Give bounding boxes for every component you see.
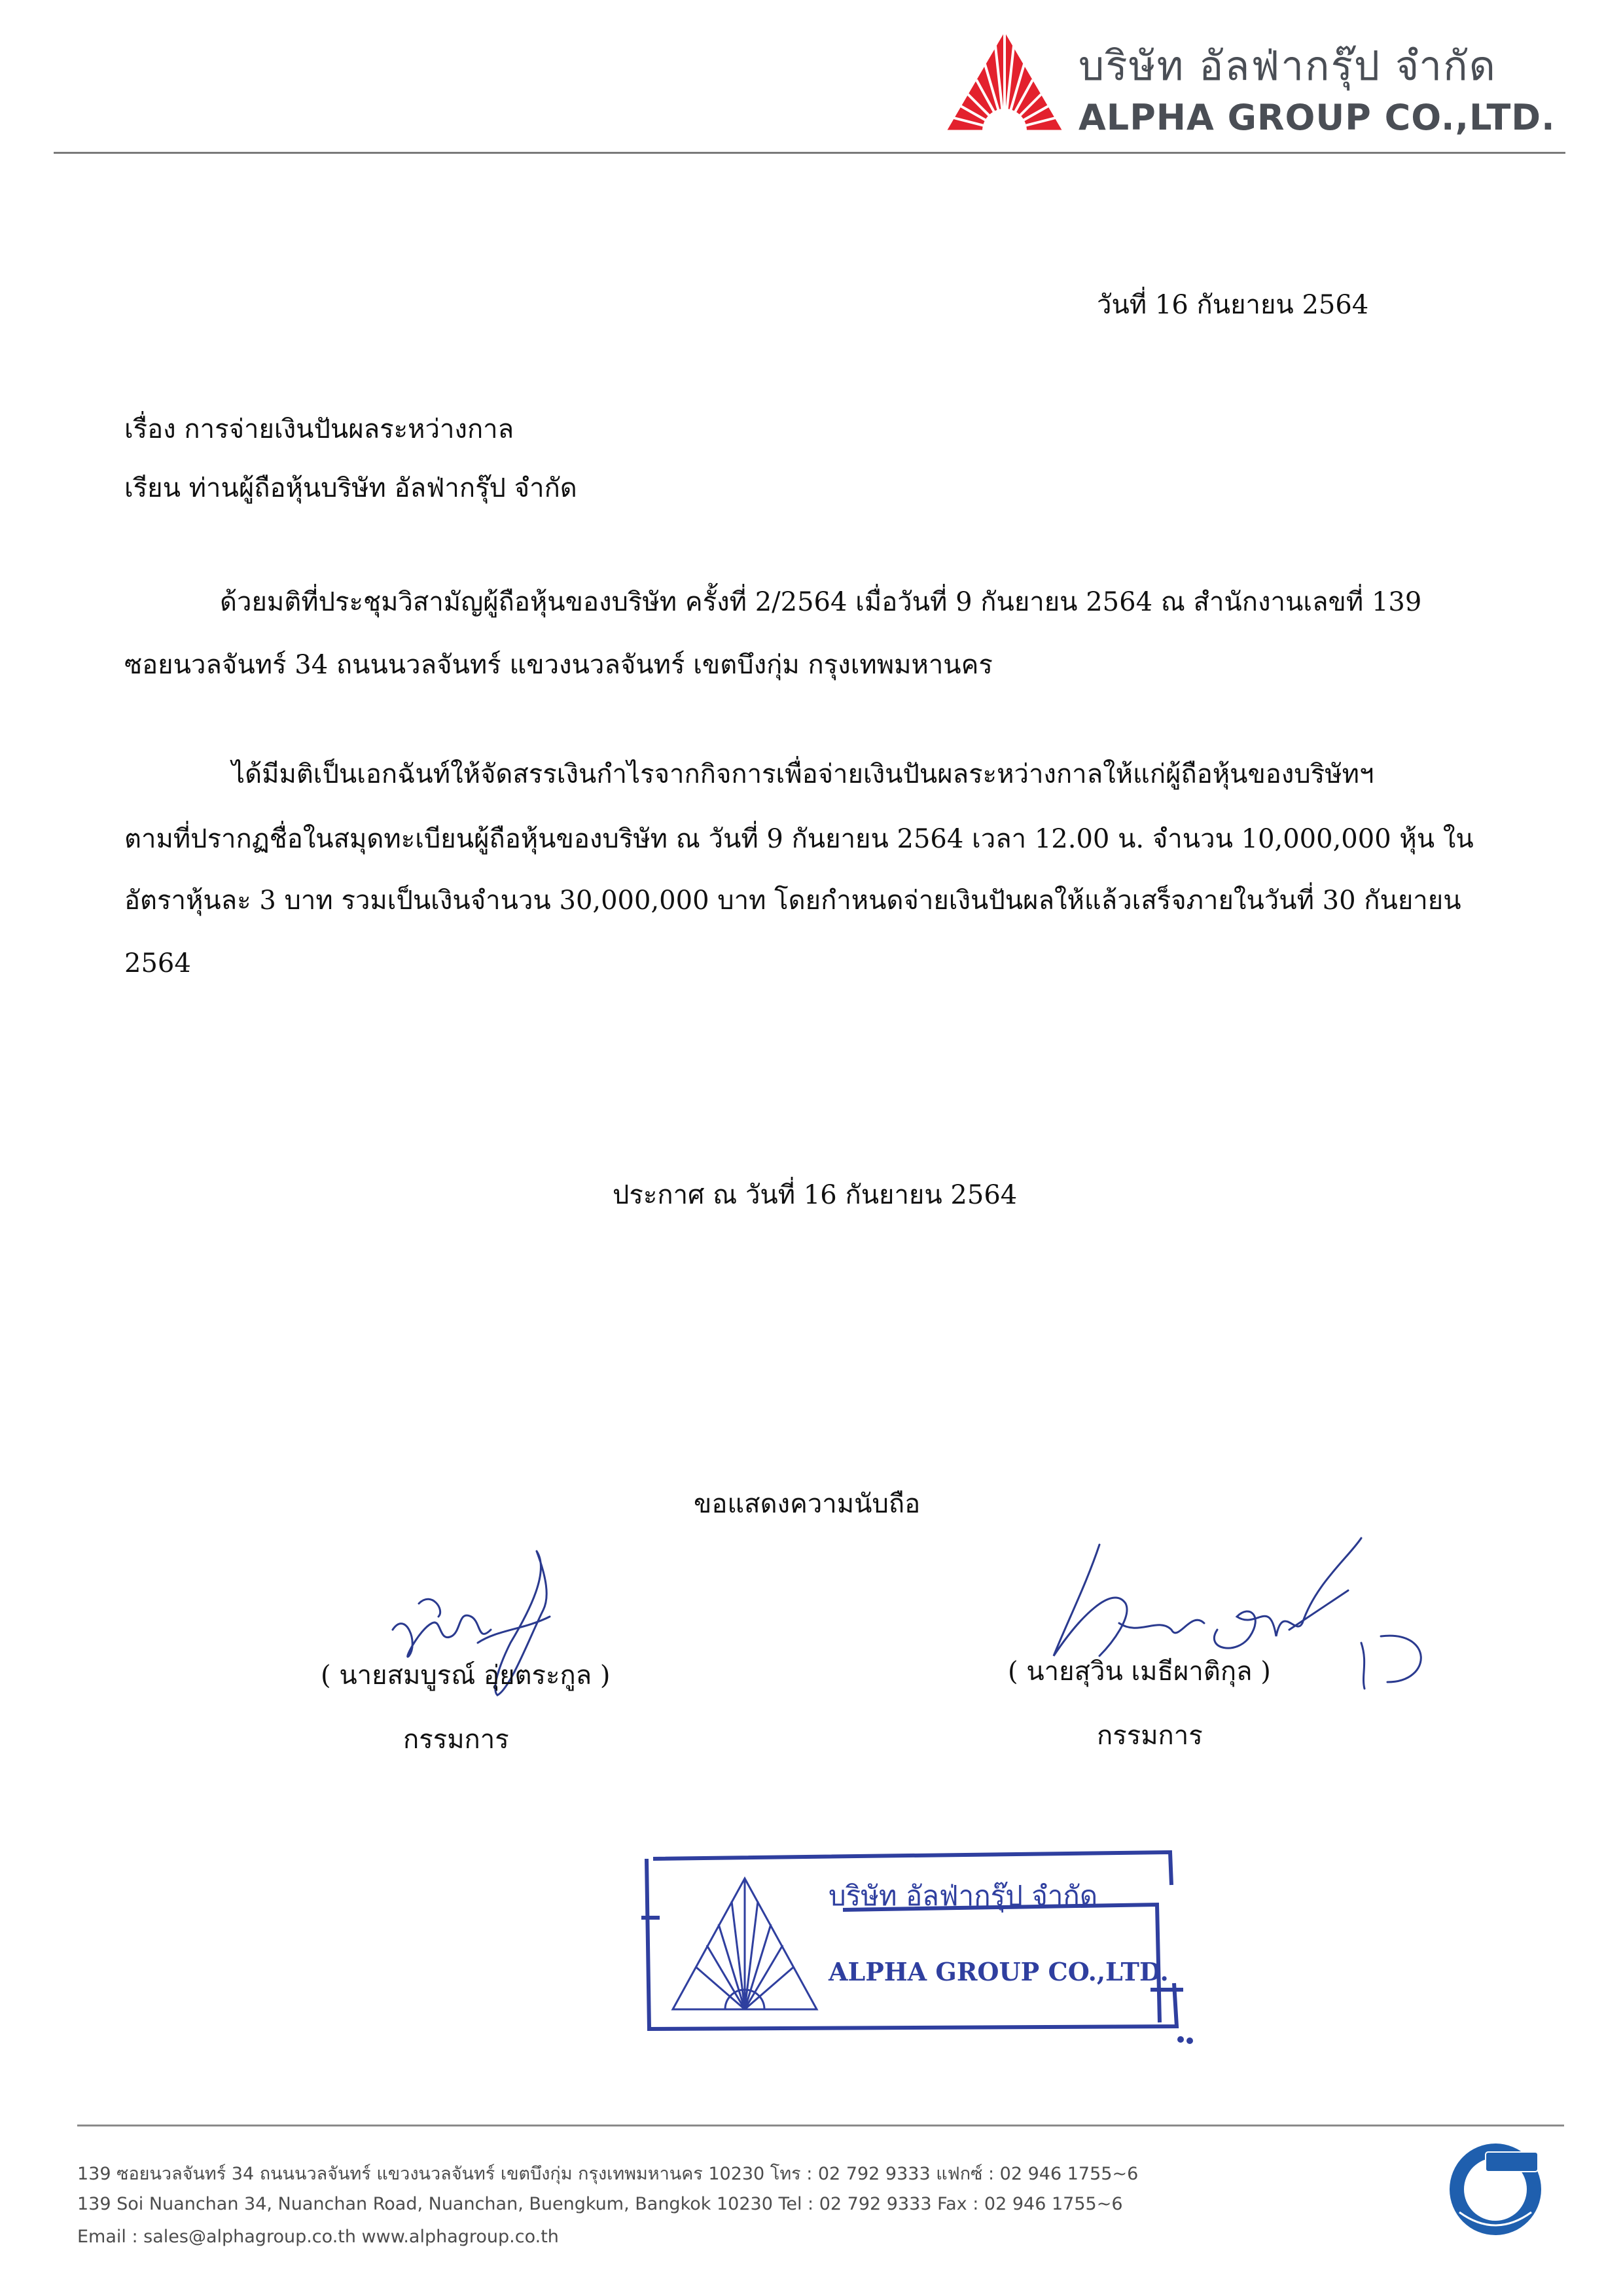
footer-divider [77,2125,1564,2126]
letter-salutation: เรียน ท่านผู้ถือหุ้นบริษัท อัลฟ่ากรุ๊ป จำกัด [124,473,577,503]
stamp-company-english: ALPHA GROUP CO.,LTD. [829,1957,1169,1986]
footer-contact: Email : sales@alphagroup.co.th www.alphagroup.co.th [77,2227,559,2247]
stamp-company-thai: บริษัท อัลฟ่ากรุ๊ป จำกัด [829,1880,1098,1912]
company-name-thai: บริษัท อัลฟ่ากรุ๊ป จำกัด [1079,42,1497,90]
paragraph-2-line-3: อัตราหุ้นละ 3 บาท รวมเป็นเงินจำนวน 30,000,000 บาท โดยกำหนดจ่ายเงินปันผลให้แล้วเสร็จภายในวันที่ 30 กันยายน [124,886,1461,916]
closing-regards: ขอแสดงความนับถือ [694,1489,921,1519]
company-name-english: ALPHA GROUP CO.,LTD. [1079,97,1556,138]
signatory-2-title: กรรมการ [1097,1721,1203,1751]
company-stamp-icon [633,1833,1196,2055]
company-logo-icon [939,26,1070,137]
signatory-1-name: ( นายสมบูรณ์ อุ่ยตระกูล ) [321,1660,611,1691]
paragraph-2-line-4: 2564 [124,948,191,978]
paragraph-2-line-1: ได้มีมติเป็นเอกฉันท์ให้จัดสรรเงินกำไรจากกิจการเพื่อจ่ายเงินปันผลระหว่างกาลให้แก่ผู้ถือหุ้นของบริษัทฯ [232,759,1374,789]
paragraph-1-line-2: ซอยนวลจันทร์ 34 ถนนนวลจันทร์ แขวงนวลจันทร์ เขตบึงกุ่ม กรุงเทพมหานคร [124,650,993,680]
paragraph-1-line-1: ด้วยมติที่ประชุมวิสามัญผู้ถือหุ้นของบริษัท ครั้งที่ 2/2564 เมื่อวันที่ 9 กันยายน 2564 ณ สำนักงานเลขที่ 139 [220,587,1422,617]
footer-address-thai: 139 ซอยนวลจันทร์ 34 ถนนนวลจันทร์ แขวงนวลจันทร์ เขตบึงกุ่ม กรุงเทพมหานคร 10230 โทร : 02 792 9333 แฟกซ์ : 02 946 1755~6 [77,2164,1139,2184]
letter-date: วันที่ 16 กันยายน 2564 [1097,290,1369,320]
signatory-1-title: กรรมการ [403,1725,509,1755]
letter-subject: เรื่อง การจ่ายเงินปันผลระหว่างกาล [124,414,514,444]
header-divider [54,152,1565,154]
paragraph-2-line-2: ตามที่ปรากฏชื่อในสมุดทะเบียนผู้ถือหุ้นของบริษัท ณ วันที่ 9 กันยายน 2564 เวลา 12.00 น. จำนวน 10,000,000 หุ้น ใน [124,824,1474,854]
footer-address-english: 139 Soi Nuanchan 34, Nuanchan Road, Nuanchan, Buengkum, Bangkok 10230 Tel : 02 792 9333 Fax : 02 946 1755~6 [77,2194,1123,2214]
signatory-2-name: ( นายสุวิน เมธีผาติกุล ) [1008,1657,1271,1687]
iso-certification-badge-icon [1446,2140,1544,2238]
announcement-date: ประกาศ ณ วันที่ 16 กันยายน 2564 [613,1180,1018,1210]
